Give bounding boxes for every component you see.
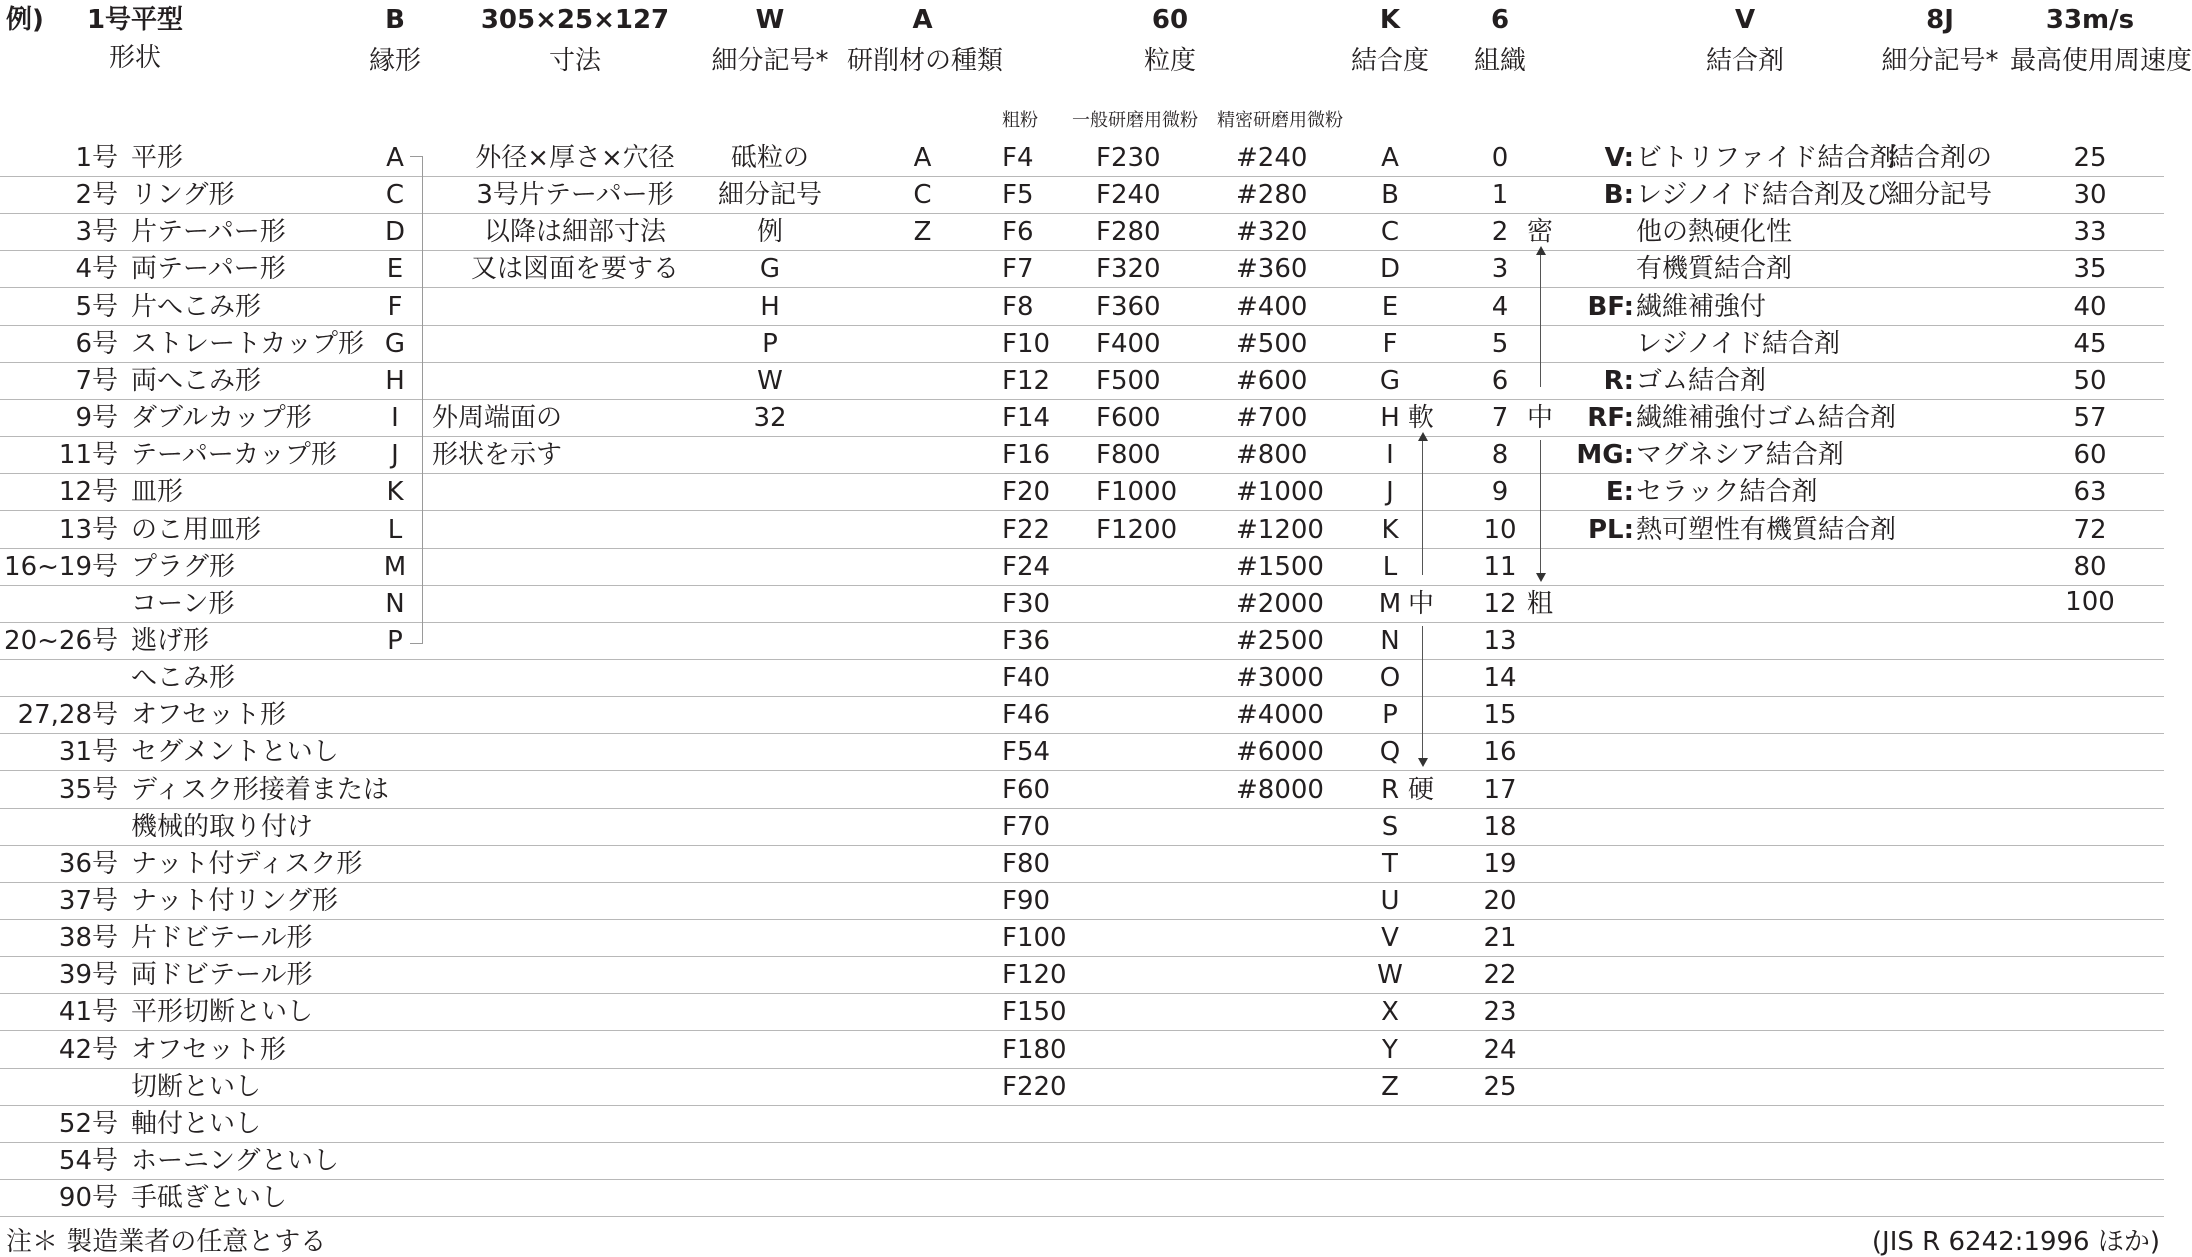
bond-name: レジノイド結合剤	[1636, 328, 1840, 359]
edge-code: M	[383, 551, 407, 582]
shape-name: 逃げ形	[131, 625, 210, 656]
grit-coarse: F120	[1002, 960, 1067, 991]
scale-arrow-line	[1540, 440, 1541, 573]
structure-number: 8	[1491, 440, 1509, 471]
edge-bracket	[422, 156, 423, 643]
grade-code: J	[1386, 477, 1394, 508]
example-grade: K	[1379, 5, 1401, 35]
subdiv2-item: 結合剤の	[1887, 143, 1992, 173]
structure-number: 9	[1491, 477, 1509, 508]
shape-name: 軸付といし	[131, 1108, 262, 1139]
grit-general: F320	[1096, 254, 1161, 285]
grit-coarse: F6	[1002, 217, 1034, 248]
grit-coarse: F100	[1002, 923, 1067, 954]
example-bond: V	[1734, 5, 1756, 35]
structure-number: 4	[1491, 291, 1509, 322]
structure-number: 24	[1483, 1034, 1517, 1065]
grade-code: M	[1378, 588, 1402, 619]
header-speed: 最高使用周速度	[2010, 46, 2192, 76]
grit-precision: #800	[1236, 440, 1308, 471]
example-label: 例)	[6, 5, 44, 35]
grit-coarse: F80	[1002, 848, 1051, 879]
shape-name: へこみ形	[131, 663, 236, 694]
speed-value: 25	[2073, 143, 2107, 173]
header-edge: 縁形	[368, 46, 421, 76]
grade-code: Y	[1382, 1034, 1398, 1065]
shape-number: 90号	[58, 1183, 118, 1214]
abrasive-code: Z	[913, 217, 932, 248]
shape-name: ディスク形接着または	[131, 774, 389, 805]
edge-code: E	[386, 254, 404, 285]
subdiv1-item: H	[760, 291, 780, 322]
shape-number: 9号	[75, 403, 118, 434]
shape-name: 両ドビテール形	[131, 960, 313, 991]
speed-value: 72	[2073, 514, 2107, 545]
edge-note: 形状を示す	[432, 440, 563, 471]
header-dimension: 寸法	[548, 46, 601, 76]
shape-name: テーパーカップ形	[131, 440, 337, 471]
grit-coarse: F54	[1002, 737, 1051, 768]
structure-number: 19	[1483, 848, 1517, 879]
shape-number: 16~19号	[4, 551, 118, 582]
shape-number: 37号	[58, 886, 118, 916]
edge-code: H	[385, 365, 405, 396]
shape-number: 31号	[58, 737, 118, 768]
grade-code: A	[1381, 143, 1399, 173]
shape-name: ダブルカップ形	[131, 403, 312, 434]
grit-general: F360	[1096, 291, 1161, 322]
grit-coarse: F180	[1002, 1034, 1067, 1065]
bond-code: B:	[1603, 180, 1634, 211]
shape-number: 1号	[75, 143, 118, 173]
header-abrasive: 研削材の種類	[846, 46, 1003, 76]
grade-code: O	[1379, 663, 1401, 694]
shape-name: ナット付ディスク形	[131, 848, 363, 879]
grit-precision: #1000	[1236, 477, 1324, 508]
arrow-up-icon	[1536, 246, 1546, 255]
shape-name: コーン形	[131, 588, 235, 619]
bond-code: MG:	[1576, 440, 1634, 471]
edge-code: P	[387, 625, 403, 656]
shape-number: 54号	[58, 1146, 118, 1177]
edge-code: F	[387, 291, 403, 322]
grit-precision: #6000	[1236, 737, 1324, 768]
structure-mark: 中	[1527, 403, 1554, 434]
grit-coarse: F22	[1002, 514, 1051, 545]
edge-code: C	[385, 180, 405, 211]
grit-coarse: F12	[1002, 365, 1051, 396]
grit-coarse: F150	[1002, 997, 1067, 1028]
subheader-general: 一般研磨用微粉	[1072, 110, 1198, 131]
speed-value: 30	[2073, 180, 2107, 211]
structure-number: 18	[1483, 811, 1517, 842]
shape-name: 両へこみ形	[131, 365, 262, 396]
shape-name: 切断といし	[131, 1071, 262, 1102]
grit-coarse: F8	[1002, 291, 1034, 322]
speed-value: 33	[2073, 217, 2107, 248]
speed-value: 45	[2073, 328, 2107, 359]
structure-number: 13	[1483, 625, 1517, 656]
grade-code: H	[1380, 403, 1400, 434]
structure-number: 22	[1483, 960, 1517, 991]
grit-precision: #3000	[1236, 663, 1324, 694]
shape-number: 39号	[58, 960, 118, 991]
grit-precision: #2500	[1236, 625, 1324, 656]
grit-general: F230	[1096, 143, 1161, 173]
speed-value: 40	[2073, 291, 2107, 322]
grade-code: X	[1381, 997, 1399, 1028]
grade-code: N	[1380, 625, 1400, 656]
grit-precision: #600	[1236, 365, 1308, 396]
grit-general: F600	[1096, 403, 1161, 434]
grit-general: F1000	[1096, 477, 1178, 508]
grit-coarse: F4	[1002, 143, 1034, 173]
shape-number: 5号	[75, 291, 118, 322]
grit-coarse: F40	[1002, 663, 1051, 694]
shape-number: 20~26号	[4, 625, 118, 656]
subheader-precision: 精密研磨用微粉	[1217, 110, 1343, 131]
shape-name: 平形	[131, 143, 184, 173]
speed-value: 57	[2073, 403, 2107, 434]
grit-precision: #240	[1236, 143, 1308, 173]
bond-name: 他の熱硬化性	[1636, 217, 1793, 248]
grade-code: B	[1381, 180, 1399, 211]
edge-code: I	[391, 403, 399, 434]
grade-code: F	[1382, 328, 1398, 359]
scale-arrow-line	[1422, 440, 1423, 575]
bond-name: 有機質結合剤	[1636, 254, 1793, 285]
shape-number: 2号	[75, 180, 118, 211]
grade-code: W	[1377, 960, 1403, 991]
structure-number: 1	[1491, 180, 1509, 211]
grit-coarse: F46	[1002, 700, 1051, 731]
subdiv1-item: P	[762, 328, 778, 359]
shape-number: 4号	[75, 254, 118, 285]
grade-code: U	[1380, 886, 1400, 916]
structure-number: 11	[1483, 551, 1517, 582]
bond-code: BF:	[1587, 291, 1634, 322]
grit-coarse: F70	[1002, 811, 1051, 842]
header-structure: 組織	[1473, 46, 1526, 76]
subdiv2-item: 細分記号	[1887, 180, 1992, 211]
example-subdiv1: W	[755, 5, 785, 35]
shape-name: セグメントといし	[131, 737, 339, 768]
subdiv1-item: 細分記号	[717, 180, 822, 211]
structure-number: 6	[1491, 365, 1509, 396]
shape-number: 52号	[58, 1108, 118, 1139]
bond-code: E:	[1605, 477, 1634, 508]
grit-general: F240	[1096, 180, 1161, 211]
header-subdiv2: 細分記号*	[1881, 46, 1999, 76]
subheader-coarse: 粗粉	[1002, 110, 1038, 131]
edge-code: D	[384, 217, 406, 248]
grit-precision: #500	[1236, 328, 1308, 359]
shape-name: 片テーパー形	[131, 217, 286, 248]
grit-general: F800	[1096, 440, 1161, 471]
footer-source: (JIS R 6242:1996 ほか)	[1871, 1227, 2160, 1257]
grade-code: G	[1379, 365, 1401, 396]
grit-coarse: F16	[1002, 440, 1051, 471]
dimension-text: 外径×厚さ×穴径	[475, 143, 675, 173]
grit-coarse: F10	[1002, 328, 1051, 359]
grit-coarse: F220	[1002, 1071, 1067, 1102]
subdiv1-item: 例	[756, 217, 783, 248]
grade-code: E	[1381, 291, 1399, 322]
edge-bracket-tick	[410, 156, 423, 157]
grit-coarse: F14	[1002, 403, 1051, 434]
example-speed: 33m/s	[2045, 5, 2135, 35]
grade-code: K	[1381, 514, 1399, 545]
structure-mark: 密	[1527, 217, 1554, 248]
speed-value: 35	[2073, 254, 2107, 285]
grit-general: F280	[1096, 217, 1161, 248]
grit-precision: #2000	[1236, 588, 1324, 619]
example-structure: 6	[1490, 5, 1510, 35]
header-bond: 結合剤	[1705, 46, 1784, 76]
structure-mark: 粗	[1527, 588, 1554, 619]
grit-precision: #700	[1236, 403, 1308, 434]
scale-arrow-line	[1422, 626, 1423, 759]
edge-code: A	[386, 143, 404, 173]
bond-name: 繊維補強付ゴム結合剤	[1636, 403, 1897, 434]
shape-number: 38号	[58, 923, 118, 954]
shape-name: 機械的取り付け	[131, 811, 314, 842]
shape-number: 42号	[58, 1034, 118, 1065]
example-grit: 60	[1151, 5, 1189, 35]
edge-code: N	[385, 588, 405, 619]
grit-precision: #8000	[1236, 774, 1324, 805]
grade-code: V	[1381, 923, 1399, 954]
grade-code: T	[1382, 848, 1398, 879]
grade-code: L	[1382, 551, 1398, 582]
grade-code: D	[1379, 254, 1401, 285]
grit-precision: #4000	[1236, 700, 1324, 731]
structure-number: 3	[1491, 254, 1509, 285]
structure-number: 23	[1483, 997, 1517, 1028]
shape-number: 36号	[58, 848, 118, 879]
shape-number: 27,28号	[17, 700, 118, 731]
shape-name: オフセット形	[131, 700, 286, 731]
shape-name: のこ用皿形	[131, 514, 262, 545]
example-subdiv2: 8J	[1926, 5, 1954, 35]
bond-name: ゴム結合剤	[1636, 365, 1767, 396]
bond-code: R:	[1603, 365, 1634, 396]
bond-name: 繊維補強付	[1636, 291, 1767, 322]
shape-name: ホーニングといし	[131, 1146, 340, 1177]
shape-number: 41号	[58, 997, 118, 1028]
edge-code: J	[391, 440, 399, 471]
grade-code: Z	[1381, 1071, 1399, 1102]
structure-number: 14	[1483, 663, 1517, 694]
grit-precision: #1500	[1236, 551, 1324, 582]
shape-name: リング形	[131, 180, 235, 211]
grade-code: S	[1381, 811, 1399, 842]
subdiv1-item: 砥粒の	[730, 143, 809, 173]
shape-name: ナット付リング形	[131, 886, 338, 916]
edge-code: G	[384, 328, 406, 359]
subdiv1-item: W	[757, 365, 783, 396]
speed-value: 60	[2073, 440, 2107, 471]
grit-coarse: F36	[1002, 625, 1051, 656]
grit-precision: #400	[1236, 291, 1308, 322]
grit-general: F500	[1096, 365, 1161, 396]
grit-coarse: F60	[1002, 774, 1051, 805]
grade-mark: 中	[1408, 588, 1435, 619]
speed-value: 63	[2073, 477, 2107, 508]
grit-coarse: F24	[1002, 551, 1051, 582]
shape-number: 7号	[75, 365, 118, 396]
structure-number: 21	[1483, 923, 1517, 954]
edge-code: L	[387, 514, 403, 545]
bond-name: ビトリファイド結合剤	[1636, 143, 1896, 173]
shape-number: 11号	[58, 440, 118, 471]
example-dimension: 305×25×127	[480, 5, 670, 35]
subdiv1-item: G	[759, 254, 781, 285]
example-edge: B	[385, 5, 405, 35]
grade-code: C	[1380, 217, 1400, 248]
structure-number: 7	[1491, 403, 1509, 434]
shape-number: 6号	[75, 328, 118, 359]
structure-number: 2	[1491, 217, 1509, 248]
structure-number: 16	[1483, 737, 1517, 768]
speed-value: 50	[2073, 365, 2107, 396]
grit-coarse: F90	[1002, 886, 1051, 916]
grade-code: Q	[1379, 737, 1401, 768]
grit-coarse: F7	[1002, 254, 1034, 285]
grade-code: R	[1380, 774, 1400, 805]
grit-general: F1200	[1096, 514, 1178, 545]
dimension-text: 以降は細部寸法	[483, 217, 666, 248]
structure-number: 25	[1483, 1071, 1517, 1102]
bond-name: レジノイド結合剤及び	[1636, 180, 1892, 211]
structure-number: 20	[1483, 886, 1517, 916]
shape-number: 13号	[58, 514, 118, 545]
footer-note: 注＊ 製造業者の任意とする	[6, 1227, 327, 1257]
grit-coarse: F20	[1002, 477, 1051, 508]
shape-number: 12号	[58, 477, 118, 508]
speed-value: 80	[2073, 551, 2107, 582]
bond-code: V:	[1604, 143, 1634, 173]
abrasive-code: C	[913, 180, 932, 211]
grit-precision: #360	[1236, 254, 1308, 285]
grit-general: F400	[1096, 328, 1161, 359]
shape-name: 片ドビテール形	[131, 923, 313, 954]
grit-precision: #280	[1236, 180, 1308, 211]
bond-name: マグネシア結合剤	[1636, 440, 1844, 471]
example-abrasive: A	[912, 5, 933, 35]
bond-code: RF:	[1587, 403, 1634, 434]
dimension-text: 又は図面を要する	[470, 254, 679, 285]
structure-number: 17	[1483, 774, 1517, 805]
example-shape: 1号平型	[86, 5, 184, 35]
shape-name: オフセット形	[131, 1034, 286, 1065]
header-shape: 形状	[108, 43, 161, 73]
grade-mark: 硬	[1408, 774, 1435, 805]
structure-number: 5	[1491, 328, 1509, 359]
grade-mark: 軟	[1408, 403, 1435, 434]
structure-number: 12	[1483, 588, 1517, 619]
grit-precision: #1200	[1236, 514, 1324, 545]
abrasive-code: A	[913, 143, 932, 173]
subdiv1-item: 32	[753, 403, 787, 434]
header-grit: 粒度	[1143, 46, 1196, 76]
shape-name: 手砥ぎといし	[131, 1183, 288, 1214]
edge-note: 外周端面の	[432, 403, 563, 434]
speed-value: 100	[2065, 586, 2115, 617]
structure-number: 10	[1483, 514, 1517, 545]
shape-number: 35号	[58, 774, 118, 805]
header-grade: 結合度	[1350, 46, 1429, 76]
shape-name: 片へこみ形	[131, 291, 262, 322]
shape-name: プラグ形	[131, 551, 236, 582]
arrow-down-icon	[1536, 573, 1546, 582]
bond-name: セラック結合剤	[1636, 477, 1818, 508]
grit-coarse: F30	[1002, 588, 1051, 619]
shape-number: 3号	[75, 217, 118, 248]
bond-code: PL:	[1587, 514, 1634, 545]
scale-arrow-line	[1540, 254, 1541, 387]
shape-name: 両テーパー形	[131, 254, 286, 285]
bond-name: 熱可塑性有機質結合剤	[1636, 514, 1897, 545]
header-subdiv1: 細分記号*	[711, 46, 829, 76]
shape-name: 皿形	[131, 477, 184, 508]
edge-bracket-tick	[410, 643, 423, 644]
grade-code: I	[1386, 440, 1394, 471]
grit-coarse: F5	[1002, 180, 1034, 211]
structure-number: 0	[1491, 143, 1509, 173]
arrow-down-icon	[1418, 758, 1428, 767]
grade-code: P	[1382, 700, 1398, 731]
grit-precision: #320	[1236, 217, 1308, 248]
edge-code: K	[386, 477, 404, 508]
arrow-up-icon	[1418, 432, 1428, 441]
structure-number: 15	[1483, 700, 1517, 731]
dimension-text: 3号片テーパー形	[476, 180, 674, 211]
shape-name: ストレートカップ形	[131, 328, 364, 359]
shape-name: 平形切断といし	[131, 997, 314, 1028]
